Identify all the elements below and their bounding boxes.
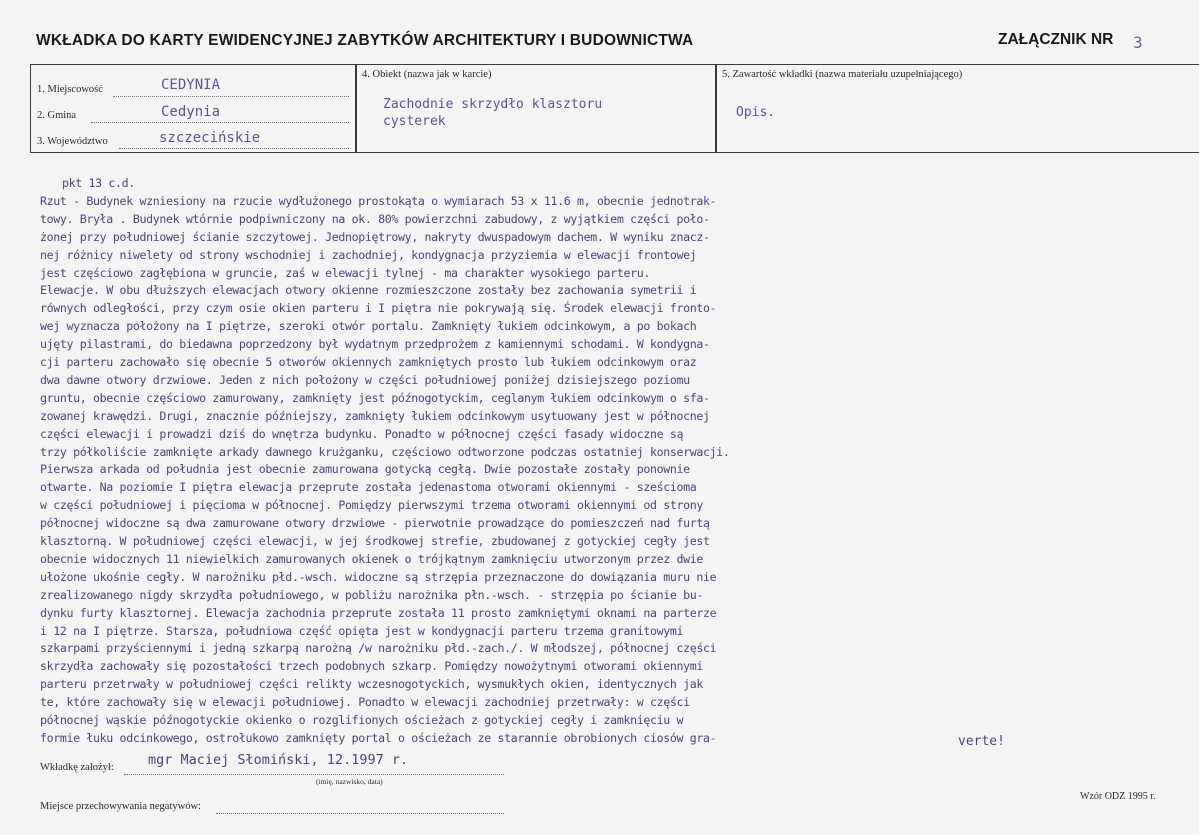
object-label: 4. Obiekt (nazwa jak w karcie) — [362, 69, 492, 80]
voivodeship-value: szczecińskie — [159, 130, 261, 146]
description-line: dynku furty klasztornej. Elewacja zachodnia przeprute została 11 prosto zamkniętymi oknami na parterze — [40, 605, 717, 620]
annex-label: ZAŁĄCZNIK NR — [998, 31, 1114, 48]
description-line: ujęty pilastrami, do biedawna poprzedzony był wydatnym przedprożem z kamiennymi schodami. W kondygna- — [40, 337, 710, 352]
description-line: części elewacji i prowadzi dziś do wnętrza budynku. Ponadto w północnej części fasady widoczne są — [40, 426, 684, 441]
description-line: otwarte. Na poziomie I piętra elewacja przeprute została jedenastoma otworami okiennymi - sześcioma — [40, 480, 697, 495]
description-line: parteru przetrwały w południowej części relikty wczesnogotyckich, wysmukłych okien, identycznych jak — [40, 677, 704, 692]
annex-number: 3 — [1133, 33, 1143, 52]
contents-field-box — [716, 64, 1199, 153]
form-code: Wzór ODZ 1995 r. — [1080, 791, 1156, 802]
location-fields-box — [30, 64, 356, 153]
commune-value: Cedynia — [161, 104, 221, 120]
description-line: Elewacje. W obu dłuższych elewacjach otwory okienne rozmieszczone zostały bez zachowania symetrii i — [40, 283, 697, 298]
description-line: formie łuku odcinkowego, ostrołukowo zamknięty portal o ościeżach ze starannie obrobionych ciosów gra- — [40, 730, 717, 745]
description-line: północnej widoczne są dwa zamurowane otwory drzwiowe - pierwotnie prowadzące do pomieszczeń nad furtą — [40, 516, 710, 531]
contents-value: Opis. — [736, 105, 776, 120]
description-line: zrealizowanego nigdy skrzydła południowego, w pobliżu narożnika płn.-wsch. - strzępia po ścianie bu- — [40, 587, 704, 602]
description-line: cji parteru zachowało się obecnie 5 otworów okiennych zamkniętych prosto lub łukiem odcinkowym oraz — [40, 355, 697, 369]
description-line: Pierwsza arkada od południa jest obecnie zamurowana gotycką cegłą. Dwie pozostałe zostały ponownie — [40, 462, 690, 477]
description-line: żonej przy południowej ścianie szczytowej. Jednopiętrowy, nakryty dwuspadowym dachem. W wyniku znacz- — [40, 229, 710, 244]
form-title: WKŁADKA DO KARTY EWIDENCYJNEJ ZABYTKÓW ARCHITEKTURY I BUDOWNICTWA — [36, 32, 694, 49]
description-line: wej wyznacza położony na I piętrze, szeroki otwór portalu. Zamknięty łukiem odcinkowym, a po bokach — [40, 319, 697, 334]
description-line: skrzydła zachowały się pozostałości trzech podobnych szkarp. Pomiędzy nowożytnymi otworami okiennymi — [40, 659, 704, 674]
author-caption: (imię, nazwisko, data) — [316, 777, 383, 786]
locality-value: CEDYNIA — [161, 77, 221, 93]
description-line: pkt 13 c.d. — [62, 176, 135, 190]
description-line: zowanej krawędzi. Drugi, znacznie późniejszy, zamknięty łukiem odcinkowym usytuowany jest w północnej — [40, 408, 710, 423]
description-line: nej różnicy niwelety od strony wschodniej i zachodniej, kondygnacja przyziemia w elewacji frontowej — [40, 247, 697, 262]
author-label: Wkładkę założył: — [40, 762, 114, 773]
object-value-line1: Zachodnie skrzydło klasztoru — [383, 97, 603, 112]
voivodeship-line — [119, 148, 349, 149]
voivodeship-label: 3. Województwo — [37, 136, 108, 147]
locality-line — [113, 96, 349, 97]
commune-line — [91, 122, 349, 123]
description-line: równych odległości, przy czym osie okien parteru i I piętra nie pokrywają się. Środek elewacji fronto- — [40, 301, 717, 316]
description-line: gruntu, obecnie częściowo zamurowany, zamknięty jest późnogotyckim, ceglanym łukiem odcinkowym o sfa- — [40, 390, 710, 405]
contents-label: 5. Zawartość wkładki (nazwa materiału uzupełniającego) — [722, 69, 963, 80]
description-line: i 12 na I piętrze. Starsza, południowa część opięta jest w kondygnacji parteru trzema granitowymi — [40, 623, 684, 638]
description-line: obecnie widocznych 11 niewielkich zamurowanych okienek o trójkątnym zamknięciu utworzonym przez dwie — [40, 551, 704, 566]
description-line: w części południowej i pięcioma w północnej. Pomiędzy pierwszymi trzema otworami okiennymi od strony — [40, 498, 704, 513]
author-line — [124, 774, 504, 775]
commune-label: 2. Gmina — [37, 110, 77, 121]
negatives-label: Miejsce przechowywania negatywów: — [40, 801, 201, 812]
object-field-box — [356, 64, 716, 153]
description-line: klasztorną. W południowej części elewacji, w jej środkowej strefie, zbudowanej z gotyckiej cegły jest — [40, 534, 710, 548]
description-line: trzy półkoliście zamknięte arkady dawnego krużganku, częściowo odtworzone podczas ostatniej konserwacji. — [40, 444, 730, 459]
description-line: Rzut - Budynek wzniesiony na rzucie wydłużonego prostokąta o wymiarach 53 x 11.6 m, obecnie jednotrak- — [40, 193, 717, 208]
description-line: te, które zachowały się w elewacji południowej. Ponadto w elewacji zachodniej przetrwały: w części — [40, 695, 690, 710]
turn-over-note: verte! — [958, 734, 1005, 749]
description-line: dwa dawne otwory drzwiowe. Jeden z nich położony w części południowej poniżej dzisiejszego poziomu — [40, 372, 690, 387]
description-line: szkarpami przyściennymi i jedną szkarpą narożną /w narożniku płd.-zach./. W młodszej, północnej części — [40, 641, 717, 656]
description-line: towy. Bryła . Budynek wtórnie podpiwniczony na ok. 80% powierzchni zabudowy, z wyjątkiem części poło- — [40, 211, 710, 226]
negatives-line — [216, 813, 504, 814]
description-line: jest częściowo zagłębiona w gruncie, zaś w elewacji tylnej - ma charakter wysokiego parteru. — [40, 265, 650, 280]
description-line: ułożone ukośnie cegły. W narożniku płd.-wsch. widoczne są strzępia przeznaczone do dowiązania muru nie — [40, 569, 717, 584]
object-value-line2: cysterek — [383, 114, 446, 129]
author-value: mgr Maciej Słomiński, 12.1997 r. — [148, 752, 409, 768]
description-line: północnej wąskie późnogotyckie okienko o rozglifionych ościeżach z gotyckiej cegły i zamknięciu w — [40, 713, 684, 727]
locality-label: 1. Miejscowość — [37, 84, 103, 95]
